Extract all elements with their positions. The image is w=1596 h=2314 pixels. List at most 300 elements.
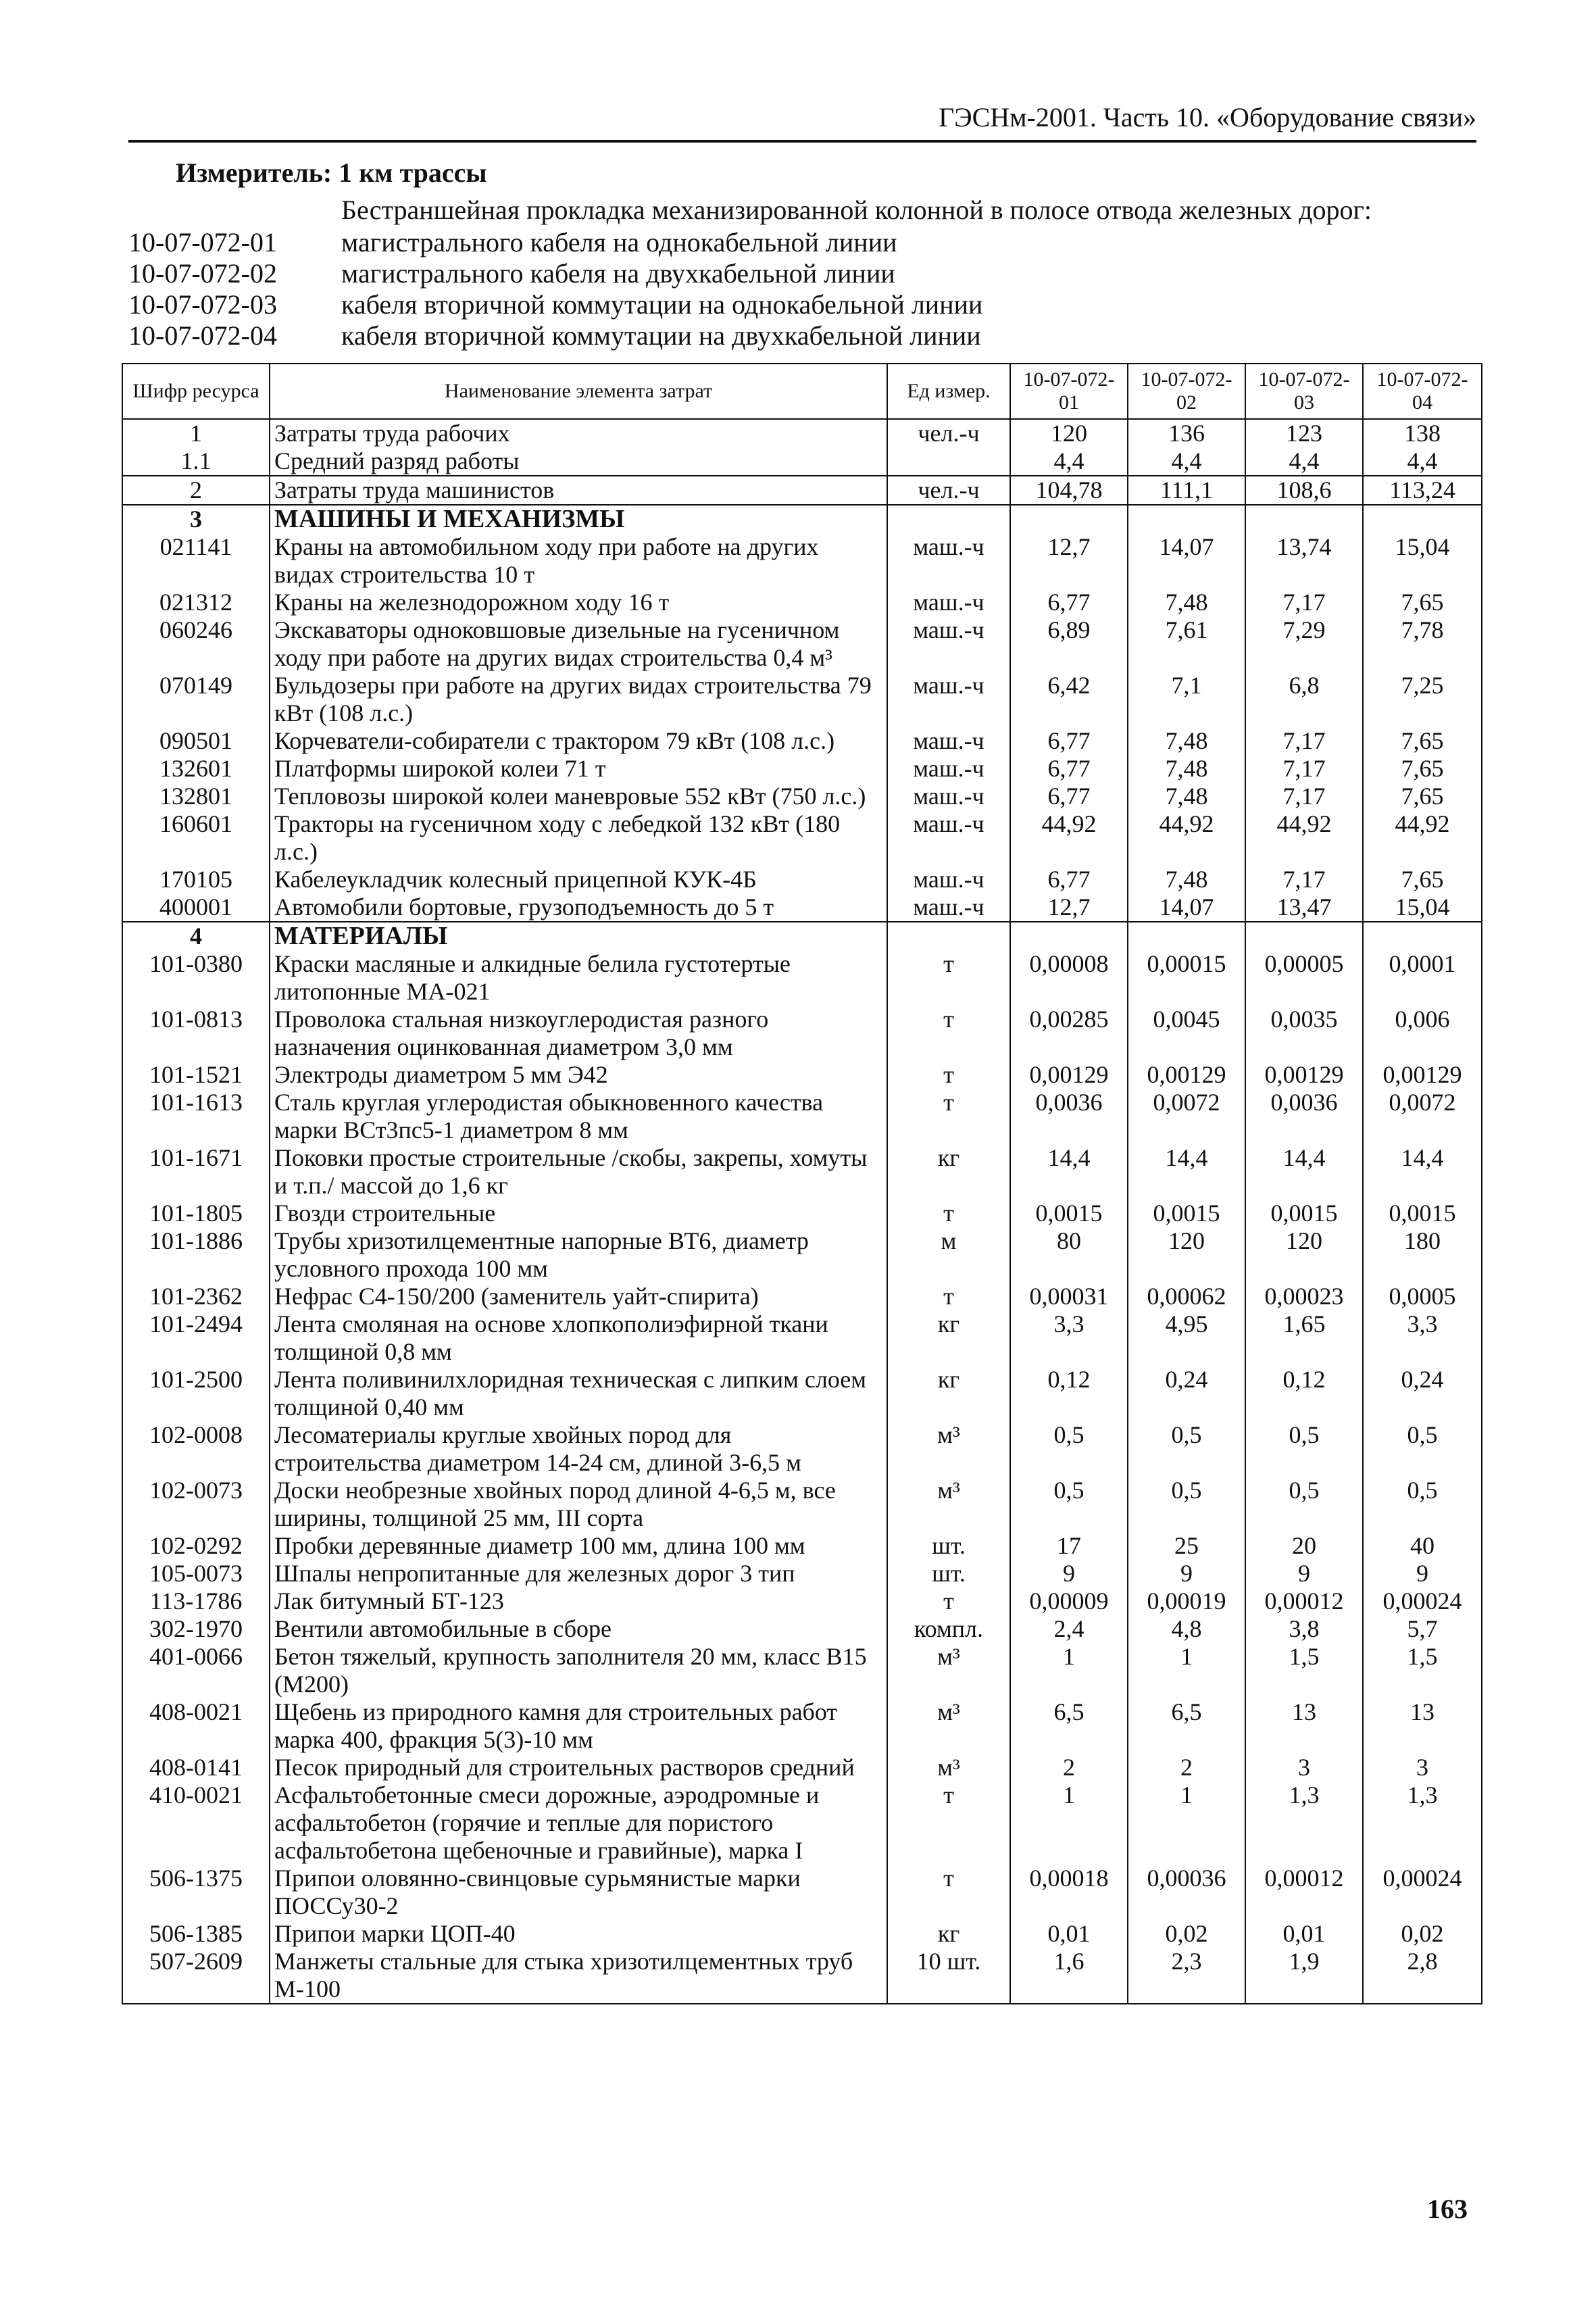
value-col-4: 3,3 — [1363, 1310, 1482, 1366]
value-col-1: 12,7 — [1010, 533, 1128, 589]
resource-name: Корчеватели-собиратели с трактором 79 кВт (108 л.с.) — [270, 727, 887, 755]
intro-code-text: магистрального кабеля на двухкабельной линии — [341, 258, 895, 289]
table-row — [122, 1560, 1482, 1587]
value-col-3: 20 — [1245, 1532, 1363, 1560]
value-col-2: 44,92 — [1128, 810, 1245, 866]
value-col-3: 0,0015 — [1245, 1200, 1363, 1227]
value-col-2: 0,00129 — [1128, 1061, 1245, 1089]
intro-code-line — [128, 258, 1476, 289]
page-header: ГЭСНм-2001. Часть 10. «Оборудование связи» — [128, 101, 1476, 143]
value-col-1: 104,78 — [1010, 476, 1128, 505]
table-body — [122, 419, 1482, 2004]
value-col-2: 111,1 — [1128, 476, 1245, 505]
value-col-4 — [1363, 505, 1482, 533]
value-col-3: 1,9 — [1245, 1948, 1363, 2004]
table-row — [122, 755, 1482, 783]
resource-code: 101-2500 — [122, 1366, 270, 1421]
resource-unit: маш.-ч — [887, 893, 1010, 922]
value-col-4: 180 — [1363, 1227, 1482, 1283]
value-col-1: 0,00031 — [1010, 1283, 1128, 1310]
value-col-1: 12,7 — [1010, 893, 1128, 922]
value-col-1: 3,3 — [1010, 1310, 1128, 1366]
resource-code: 021141 — [122, 533, 270, 589]
resource-code: 102-0073 — [122, 1477, 270, 1532]
intro-code-text: кабеля вторичной коммутации на двухкабельной линии — [341, 320, 981, 351]
value-col-4: 9 — [1363, 1560, 1482, 1587]
value-col-4: 0,0072 — [1363, 1089, 1482, 1144]
value-col-1: 1 — [1010, 1781, 1128, 1865]
resource-code: 170105 — [122, 866, 270, 893]
value-col-4: 138 — [1363, 419, 1482, 447]
resource-unit: маш.-ч — [887, 755, 1010, 783]
table-row — [122, 1920, 1482, 1948]
value-col-2: 0,0015 — [1128, 1200, 1245, 1227]
resource-name: МАШИНЫ И МЕХАНИЗМЫ — [270, 505, 887, 533]
value-col-1 — [1010, 922, 1128, 950]
value-col-3: 108,6 — [1245, 476, 1363, 505]
resources-table — [122, 363, 1482, 2004]
table-row — [122, 672, 1482, 727]
value-col-4: 1,5 — [1363, 1643, 1482, 1698]
value-col-2: 7,48 — [1128, 755, 1245, 783]
value-col-2: 14,07 — [1128, 533, 1245, 589]
value-col-1: 6,77 — [1010, 866, 1128, 893]
value-col-3: 7,17 — [1245, 783, 1363, 810]
resource-name: Вентили автомобильные в сборе — [270, 1615, 887, 1643]
value-col-2: 0,00036 — [1128, 1865, 1245, 1920]
resource-unit: т — [887, 1283, 1010, 1310]
table-row — [122, 922, 1482, 950]
resource-unit: т — [887, 950, 1010, 1006]
table-row — [122, 419, 1482, 447]
resource-name: Припои оловянно-свинцовые сурьмянистые марки ПОССу30-2 — [270, 1865, 887, 1920]
value-col-2: 25 — [1128, 1532, 1245, 1560]
value-col-2: 7,48 — [1128, 783, 1245, 810]
value-col-1: 44,92 — [1010, 810, 1128, 866]
resource-unit: кг — [887, 1144, 1010, 1200]
resource-unit: маш.-ч — [887, 810, 1010, 866]
value-col-4: 15,04 — [1363, 893, 1482, 922]
resource-name: Лента поливинилхлоридная техническая с липким слоем толщиной 0,40 мм — [270, 1366, 887, 1421]
value-col-2: 4,4 — [1128, 447, 1245, 476]
value-col-4: 113,24 — [1363, 476, 1482, 505]
resource-unit: маш.-ч — [887, 589, 1010, 616]
resource-unit: м — [887, 1227, 1010, 1283]
resource-name: МАТЕРИАЛЫ — [270, 922, 887, 950]
resource-unit: шт. — [887, 1532, 1010, 1560]
resource-unit: м³ — [887, 1477, 1010, 1532]
resource-name: Лента смоляная на основе хлопкополиэфирной ткани толщиной 0,8 мм — [270, 1310, 887, 1366]
value-col-3: 3,8 — [1245, 1615, 1363, 1643]
resource-name: Нефрас С4-150/200 (заменитель уайт-спирита) — [270, 1283, 887, 1310]
value-col-4: 1,3 — [1363, 1781, 1482, 1865]
value-col-3: 0,5 — [1245, 1477, 1363, 1532]
meter-label: Измеритель: 1 км трассы — [176, 157, 487, 188]
intro-description: Бестраншейная прокладка механизированной колонной в полосе отвода железных дорог: — [341, 195, 1372, 225]
value-col-3: 7,17 — [1245, 727, 1363, 755]
table-row — [122, 1587, 1482, 1615]
resource-unit: маш.-ч — [887, 616, 1010, 672]
resource-name: Платформы широкой колеи 71 т — [270, 755, 887, 783]
resource-code: 113-1786 — [122, 1587, 270, 1615]
value-col-4: 7,65 — [1363, 755, 1482, 783]
resource-unit: т — [887, 1865, 1010, 1920]
value-col-1: 9 — [1010, 1560, 1128, 1587]
value-col-3: 9 — [1245, 1560, 1363, 1587]
intro-block — [128, 157, 1476, 351]
resource-code: 408-0141 — [122, 1754, 270, 1781]
resource-unit: кг — [887, 1310, 1010, 1366]
value-col-4: 7,65 — [1363, 589, 1482, 616]
resource-name: Тракторы на гусеничном ходу с лебедкой 132 кВт (180 л.с.) — [270, 810, 887, 866]
value-col-2: 0,00019 — [1128, 1587, 1245, 1615]
table-row — [122, 1643, 1482, 1698]
value-col-2: 0,00015 — [1128, 950, 1245, 1006]
value-col-3: 6,8 — [1245, 672, 1363, 727]
resource-unit — [887, 447, 1010, 476]
value-col-1: 0,00008 — [1010, 950, 1128, 1006]
resource-unit: м³ — [887, 1421, 1010, 1477]
value-col-4: 0,006 — [1363, 1006, 1482, 1061]
table-row — [122, 1310, 1482, 1366]
value-col-3: 0,0036 — [1245, 1089, 1363, 1144]
resource-name: Бульдозеры при работе на других видах строительства 79 кВт (108 л.с.) — [270, 672, 887, 727]
intro-code-line — [128, 289, 1476, 320]
intro-code: 10-07-072-04 — [128, 320, 277, 351]
resource-name: Электроды диаметром 5 мм Э42 — [270, 1061, 887, 1089]
resource-name: Затраты труда машинистов — [270, 476, 887, 505]
resource-code: 101-0813 — [122, 1006, 270, 1061]
intro-code: 10-07-072-01 — [128, 227, 277, 257]
header-col-3: 10-07-072-03 — [1245, 364, 1363, 419]
resource-name: Бетон тяжелый, крупность заполнителя 20 мм, класс В15 (М200) — [270, 1643, 887, 1698]
value-col-2: 0,02 — [1128, 1920, 1245, 1948]
header-code: Шифр ресурса — [122, 364, 270, 419]
resource-name: Асфальтобетонные смеси дорожные, аэродромные и асфальтобетон (горячие и теплые для пористого асфальтобетона щебеночные и гравийные), марка I — [270, 1781, 887, 1865]
value-col-4: 7,25 — [1363, 672, 1482, 727]
table-row — [122, 533, 1482, 589]
resource-code: 400001 — [122, 893, 270, 922]
resource-name: Доски необрезные хвойных пород длиной 4-6,5 м, все ширины, толщиной 25 мм, III сорта — [270, 1477, 887, 1532]
value-col-3: 0,12 — [1245, 1366, 1363, 1421]
value-col-1: 4,4 — [1010, 447, 1128, 476]
resource-code: 160601 — [122, 810, 270, 866]
table-row — [122, 476, 1482, 505]
value-col-2: 6,5 — [1128, 1698, 1245, 1754]
resource-unit: т — [887, 1781, 1010, 1865]
value-col-3: 0,5 — [1245, 1421, 1363, 1477]
value-col-2: 4,8 — [1128, 1615, 1245, 1643]
value-col-4: 7,65 — [1363, 783, 1482, 810]
table-row — [122, 1948, 1482, 2004]
value-col-2: 0,00062 — [1128, 1283, 1245, 1310]
table-row — [122, 1421, 1482, 1477]
value-col-2: 14,4 — [1128, 1144, 1245, 1200]
resource-unit: чел.-ч — [887, 419, 1010, 447]
resource-unit: маш.-ч — [887, 866, 1010, 893]
resource-unit: т — [887, 1587, 1010, 1615]
value-col-3: 4,4 — [1245, 447, 1363, 476]
table-row — [122, 1283, 1482, 1310]
resource-name: Средний разряд работы — [270, 447, 887, 476]
value-col-4: 7,65 — [1363, 866, 1482, 893]
resource-code: 1.1 — [122, 447, 270, 476]
value-col-1: 6,89 — [1010, 616, 1128, 672]
value-col-1: 120 — [1010, 419, 1128, 447]
value-col-4: 0,00129 — [1363, 1061, 1482, 1089]
resource-name: Шпалы непропитанные для железных дорог 3 тип — [270, 1560, 887, 1587]
value-col-4: 15,04 — [1363, 533, 1482, 589]
table-row — [122, 1227, 1482, 1283]
value-col-3: 7,17 — [1245, 866, 1363, 893]
table-row — [122, 616, 1482, 672]
resource-name: Проволока стальная низкоуглеродистая разного назначения оцинкованная диаметром 3,0 мм — [270, 1006, 887, 1061]
value-col-1: 0,00129 — [1010, 1061, 1128, 1089]
value-col-2: 0,0072 — [1128, 1089, 1245, 1144]
value-col-4: 0,0001 — [1363, 950, 1482, 1006]
value-col-4: 0,0015 — [1363, 1200, 1482, 1227]
table-row — [122, 727, 1482, 755]
value-col-4: 7,65 — [1363, 727, 1482, 755]
value-col-1: 6,77 — [1010, 783, 1128, 810]
value-col-1: 6,42 — [1010, 672, 1128, 727]
resource-code: 101-1805 — [122, 1200, 270, 1227]
value-col-1 — [1010, 505, 1128, 533]
resource-code: 3 — [122, 505, 270, 533]
table-row — [122, 1200, 1482, 1227]
resource-code: 060246 — [122, 616, 270, 672]
resource-name: Краны на железнодорожном ходу 16 т — [270, 589, 887, 616]
value-col-4 — [1363, 922, 1482, 950]
value-col-3: 7,17 — [1245, 755, 1363, 783]
value-col-4: 0,0005 — [1363, 1283, 1482, 1310]
resource-unit: шт. — [887, 1560, 1010, 1587]
resource-name: Манжеты стальные для стыка хризотилцементных труб М-100 — [270, 1948, 887, 2004]
value-col-4: 0,5 — [1363, 1421, 1482, 1477]
table-row — [122, 589, 1482, 616]
value-col-4: 13 — [1363, 1698, 1482, 1754]
value-col-3: 1,3 — [1245, 1781, 1363, 1865]
value-col-3: 7,17 — [1245, 589, 1363, 616]
value-col-4: 7,78 — [1363, 616, 1482, 672]
resource-name: Краны на автомобильном ходу при работе на других видах строительства 10 т — [270, 533, 887, 589]
resource-unit: маш.-ч — [887, 672, 1010, 727]
value-col-2: 7,48 — [1128, 727, 1245, 755]
resource-name: Тепловозы широкой колеи маневровые 552 кВт (750 л.с.) — [270, 783, 887, 810]
intro-code-line — [128, 227, 1476, 258]
value-col-4: 14,4 — [1363, 1144, 1482, 1200]
resource-name: Лесоматериалы круглые хвойных пород для строительства диаметром 14-24 см, длиной 3-6,5 м — [270, 1421, 887, 1477]
resource-code: 4 — [122, 922, 270, 950]
header-col-2: 10-07-072-02 — [1128, 364, 1245, 419]
resource-code: 101-1886 — [122, 1227, 270, 1283]
resource-unit — [887, 505, 1010, 533]
value-col-2: 1 — [1128, 1643, 1245, 1698]
table-row — [122, 783, 1482, 810]
resource-code: 507-2609 — [122, 1948, 270, 2004]
value-col-3: 0,00012 — [1245, 1587, 1363, 1615]
resource-code: 401-0066 — [122, 1643, 270, 1698]
resource-unit: м³ — [887, 1754, 1010, 1781]
resource-unit: т — [887, 1006, 1010, 1061]
resource-name: Экскаваторы одноковшовые дизельные на гусеничном ходу при работе на других видах строительства 0,4 м³ — [270, 616, 887, 672]
table-row — [122, 1144, 1482, 1200]
value-col-2 — [1128, 922, 1245, 950]
value-col-1: 1,6 — [1010, 1948, 1128, 2004]
value-col-1: 80 — [1010, 1227, 1128, 1283]
value-col-3: 1,65 — [1245, 1310, 1363, 1366]
table-row — [122, 1781, 1482, 1865]
value-col-1: 0,00285 — [1010, 1006, 1128, 1061]
resource-name: Песок природный для строительных растворов средний — [270, 1754, 887, 1781]
value-col-4: 0,02 — [1363, 1920, 1482, 1948]
value-col-3: 13,74 — [1245, 533, 1363, 589]
value-col-1: 0,0036 — [1010, 1089, 1128, 1144]
resource-unit: маш.-ч — [887, 783, 1010, 810]
value-col-1: 2,4 — [1010, 1615, 1128, 1643]
value-col-3 — [1245, 505, 1363, 533]
value-col-3: 0,00005 — [1245, 950, 1363, 1006]
table-row — [122, 866, 1482, 893]
value-col-1: 6,5 — [1010, 1698, 1128, 1754]
table-row — [122, 1615, 1482, 1643]
resource-unit: чел.-ч — [887, 476, 1010, 505]
resource-code: 408-0021 — [122, 1698, 270, 1754]
value-col-3: 0,0035 — [1245, 1006, 1363, 1061]
value-col-3: 13,47 — [1245, 893, 1363, 922]
resource-code: 410-0021 — [122, 1781, 270, 1865]
table-row — [122, 1089, 1482, 1144]
table-row — [122, 1532, 1482, 1560]
table-row — [122, 1006, 1482, 1061]
value-col-3: 123 — [1245, 419, 1363, 447]
resource-name: Краски масляные и алкидные белила густотертые литопонные МА-021 — [270, 950, 887, 1006]
value-col-3: 13 — [1245, 1698, 1363, 1754]
intro-code-line — [128, 320, 1476, 351]
resource-code: 101-1671 — [122, 1144, 270, 1200]
value-col-1: 0,01 — [1010, 1920, 1128, 1948]
table-row — [122, 1061, 1482, 1089]
resource-unit: кг — [887, 1920, 1010, 1948]
resource-unit: маш.-ч — [887, 727, 1010, 755]
value-col-4: 2,8 — [1363, 1948, 1482, 2004]
value-col-2: 0,0045 — [1128, 1006, 1245, 1061]
table-row — [122, 1754, 1482, 1781]
value-col-2: 7,48 — [1128, 589, 1245, 616]
value-col-4: 3 — [1363, 1754, 1482, 1781]
header-unit: Ед измер. — [887, 364, 1010, 419]
value-col-4: 44,92 — [1363, 810, 1482, 866]
value-col-3: 44,92 — [1245, 810, 1363, 866]
resource-name: Пробки деревянные диаметр 100 мм, длина 100 мм — [270, 1532, 887, 1560]
header-col-4: 10-07-072-04 — [1363, 364, 1482, 419]
resource-code: 101-2362 — [122, 1283, 270, 1310]
resource-unit: м³ — [887, 1698, 1010, 1754]
table-row — [122, 1477, 1482, 1532]
value-col-3: 7,29 — [1245, 616, 1363, 672]
value-col-2: 14,07 — [1128, 893, 1245, 922]
value-col-1: 14,4 — [1010, 1144, 1128, 1200]
resource-name: Лак битумный БТ-123 — [270, 1587, 887, 1615]
table-row — [122, 447, 1482, 476]
value-col-4: 0,00024 — [1363, 1865, 1482, 1920]
value-col-1: 6,77 — [1010, 755, 1128, 783]
resource-code: 070149 — [122, 672, 270, 727]
table-row — [122, 810, 1482, 866]
value-col-1: 0,00009 — [1010, 1587, 1128, 1615]
intro-code-text: магистрального кабеля на однокабельной линии — [341, 227, 897, 257]
value-col-3: 3 — [1245, 1754, 1363, 1781]
table-row — [122, 893, 1482, 922]
value-col-1: 0,5 — [1010, 1421, 1128, 1477]
resource-code: 102-0292 — [122, 1532, 270, 1560]
resource-code: 101-1521 — [122, 1061, 270, 1089]
value-col-2: 0,5 — [1128, 1421, 1245, 1477]
value-col-3: 0,01 — [1245, 1920, 1363, 1948]
intro-code: 10-07-072-03 — [128, 289, 277, 320]
resource-unit: маш.-ч — [887, 533, 1010, 589]
table-row — [122, 1698, 1482, 1754]
value-col-3: 1,5 — [1245, 1643, 1363, 1698]
value-col-4: 0,5 — [1363, 1477, 1482, 1532]
value-col-3: 14,4 — [1245, 1144, 1363, 1200]
resource-unit: м³ — [887, 1643, 1010, 1698]
resource-name: Кабелеукладчик колесный прицепной КУК-4Б — [270, 866, 887, 893]
resource-unit: т — [887, 1061, 1010, 1089]
resource-code: 132801 — [122, 783, 270, 810]
resource-unit — [887, 922, 1010, 950]
value-col-2: 2 — [1128, 1754, 1245, 1781]
value-col-2: 2,3 — [1128, 1948, 1245, 2004]
value-col-2: 0,24 — [1128, 1366, 1245, 1421]
value-col-2: 7,61 — [1128, 616, 1245, 672]
table-row — [122, 1366, 1482, 1421]
value-col-2: 4,95 — [1128, 1310, 1245, 1366]
resource-code: 101-0380 — [122, 950, 270, 1006]
value-col-2: 9 — [1128, 1560, 1245, 1587]
table-row — [122, 950, 1482, 1006]
value-col-1: 6,77 — [1010, 589, 1128, 616]
resource-code: 506-1385 — [122, 1920, 270, 1948]
resource-unit: компл. — [887, 1615, 1010, 1643]
resource-code: 090501 — [122, 727, 270, 755]
value-col-1: 0,5 — [1010, 1477, 1128, 1532]
resource-code: 105-0073 — [122, 1560, 270, 1587]
value-col-2: 120 — [1128, 1227, 1245, 1283]
resource-name: Гвозди строительные — [270, 1200, 887, 1227]
resource-code: 102-0008 — [122, 1421, 270, 1477]
value-col-1: 0,00018 — [1010, 1865, 1128, 1920]
resource-code: 021312 — [122, 589, 270, 616]
resource-name: Автомобили бортовые, грузоподъемность до 5 т — [270, 893, 887, 922]
table-row — [122, 1865, 1482, 1920]
value-col-3: 0,00012 — [1245, 1865, 1363, 1920]
resource-name: Припои марки ЦОП-40 — [270, 1920, 887, 1948]
value-col-2: 7,48 — [1128, 866, 1245, 893]
resource-name: Щебень из природного камня для строительных работ марка 400, фракция 5(3)-10 мм — [270, 1698, 887, 1754]
resource-name: Трубы хризотилцементные напорные ВТ6, диаметр условного прохода 100 мм — [270, 1227, 887, 1283]
intro-code-text: кабеля вторичной коммутации на однокабельной линии — [341, 289, 983, 320]
resource-name: Затраты труда рабочих — [270, 419, 887, 447]
header-col-1: 10-07-072-01 — [1010, 364, 1128, 419]
resource-unit: 10 шт. — [887, 1948, 1010, 2004]
value-col-4: 0,00024 — [1363, 1587, 1482, 1615]
value-col-3: 0,00023 — [1245, 1283, 1363, 1310]
value-col-4: 5,7 — [1363, 1615, 1482, 1643]
value-col-4: 0,24 — [1363, 1366, 1482, 1421]
value-col-1: 2 — [1010, 1754, 1128, 1781]
value-col-4: 4,4 — [1363, 447, 1482, 476]
